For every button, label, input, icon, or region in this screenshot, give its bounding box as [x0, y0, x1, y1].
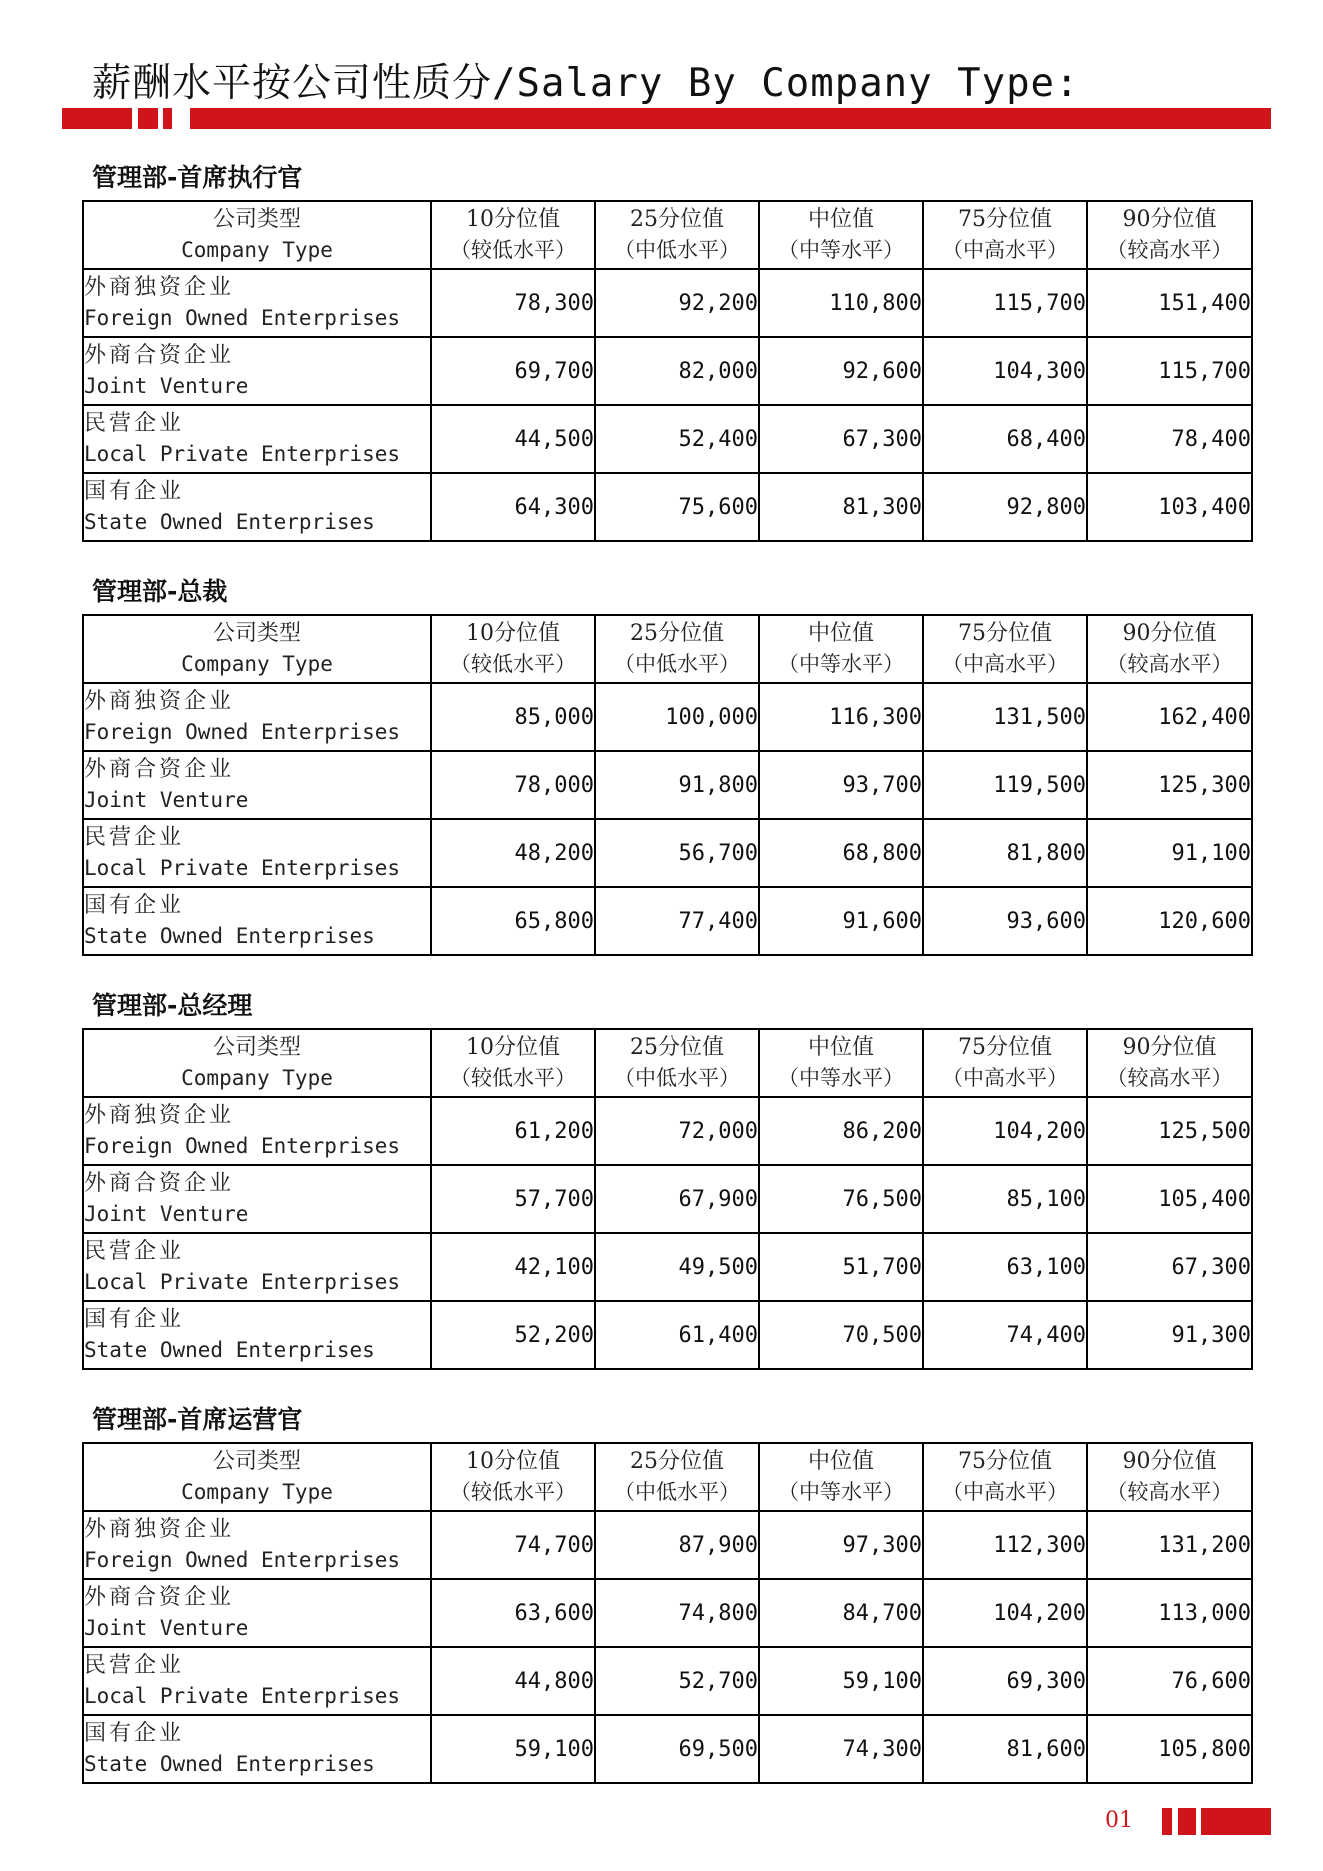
company-type-zh: 外商合资企业: [84, 343, 235, 368]
salary-section: [82, 1398, 1251, 1784]
company-type-cell: [83, 819, 431, 887]
column-header: [595, 1029, 759, 1097]
footer-accent-bar-1: [1162, 1808, 1172, 1835]
salary-value-cell: 44,800: [431, 1647, 595, 1715]
column-header-zh: 90分位值: [1122, 1449, 1217, 1474]
column-header: [83, 1029, 431, 1097]
company-type-cell: [83, 1233, 431, 1301]
column-header-en: Company Type: [181, 1480, 333, 1504]
salary-value-cell: 104,200: [923, 1579, 1087, 1647]
salary-value-cell: 82,000: [595, 337, 759, 405]
column-header-en: （较高水平）: [1106, 1066, 1233, 1090]
section-title: 管理部-总裁: [92, 577, 228, 606]
salary-section: [82, 984, 1251, 1370]
company-type-cell: [83, 751, 431, 819]
table-row: [83, 269, 1252, 337]
column-header-zh: 25分位值: [630, 621, 724, 646]
column-header: [759, 615, 923, 683]
salary-table: [82, 614, 1253, 956]
salary-value-cell: 81,800: [923, 819, 1087, 887]
header-row: [83, 1443, 1252, 1511]
salary-value-cell: 48,200: [431, 819, 595, 887]
salary-value-cell: 42,100: [431, 1233, 595, 1301]
salary-value-cell: 77,400: [595, 887, 759, 955]
column-header-en: （中高水平）: [942, 238, 1068, 262]
salary-value-cell: 68,800: [759, 819, 923, 887]
salary-value-cell: 87,900: [595, 1511, 759, 1579]
column-header-zh: 75分位值: [958, 621, 1052, 646]
title-accent-bar-4: [190, 108, 1271, 129]
column-header: [759, 1029, 923, 1097]
salary-value-cell: 72,000: [595, 1097, 759, 1165]
column-header: [1087, 615, 1252, 683]
salary-value-cell: 78,400: [1087, 405, 1252, 473]
column-header-zh: 中位值: [807, 1035, 874, 1060]
table-row: [83, 819, 1252, 887]
salary-value-cell: 49,500: [595, 1233, 759, 1301]
column-header: [431, 1029, 595, 1097]
column-header-en: Company Type: [181, 238, 333, 262]
column-header: [595, 201, 759, 269]
salary-value-cell: 76,500: [759, 1165, 923, 1233]
column-header-zh: 公司类型: [212, 1449, 301, 1474]
salary-value-cell: 119,500: [923, 751, 1087, 819]
salary-value-cell: 64,300: [431, 473, 595, 541]
company-type-en: State Owned Enterprises: [84, 924, 375, 948]
company-type-zh: 外商独资企业: [84, 275, 235, 300]
column-header: [759, 1443, 923, 1511]
column-header-en: （较高水平）: [1106, 1480, 1233, 1504]
column-header-zh: 90分位值: [1122, 621, 1217, 646]
section-title: 管理部-首席执行官: [92, 163, 303, 192]
table-row: [83, 1301, 1252, 1369]
column-header-en: （较低水平）: [450, 1066, 576, 1090]
column-header-en: （中高水平）: [942, 652, 1068, 676]
salary-value-cell: 92,200: [595, 269, 759, 337]
column-header: [431, 1443, 595, 1511]
company-type-en: Joint Venture: [84, 374, 249, 398]
column-header: [595, 615, 759, 683]
salary-value-cell: 125,300: [1087, 751, 1252, 819]
page-number: 01: [1105, 1808, 1133, 1833]
salary-value-cell: 115,700: [923, 269, 1087, 337]
salary-value-cell: 113,000: [1087, 1579, 1252, 1647]
company-type-en: Local Private Enterprises: [84, 442, 401, 466]
footer-accent-bar-2: [1178, 1808, 1196, 1835]
salary-section: [82, 570, 1251, 956]
company-type-cell: [83, 473, 431, 541]
column-header: [923, 1029, 1087, 1097]
salary-value-cell: 105,400: [1087, 1165, 1252, 1233]
company-type-cell: [83, 405, 431, 473]
company-type-cell: [83, 1165, 431, 1233]
company-type-cell: [83, 887, 431, 955]
salary-value-cell: 93,600: [923, 887, 1087, 955]
table-row: [83, 887, 1252, 955]
salary-value-cell: 97,300: [759, 1511, 923, 1579]
column-header: [83, 201, 431, 269]
salary-value-cell: 116,300: [759, 683, 923, 751]
salary-value-cell: 84,700: [759, 1579, 923, 1647]
company-type-zh: 外商合资企业: [84, 1171, 235, 1196]
column-header-en: （中低水平）: [614, 652, 740, 676]
column-header-zh: 25分位值: [630, 1449, 724, 1474]
company-type-cell: [83, 1301, 431, 1369]
table-row: [83, 337, 1252, 405]
salary-value-cell: 131,200: [1087, 1511, 1252, 1579]
company-type-cell: [83, 1579, 431, 1647]
salary-value-cell: 92,600: [759, 337, 923, 405]
salary-value-cell: 52,700: [595, 1647, 759, 1715]
column-header: [83, 1443, 431, 1511]
column-header-zh: 10分位值: [466, 1449, 560, 1474]
column-header-zh: 90分位值: [1122, 1035, 1217, 1060]
salary-value-cell: 68,400: [923, 405, 1087, 473]
column-header: [83, 615, 431, 683]
salary-value-cell: 110,800: [759, 269, 923, 337]
column-header: [923, 201, 1087, 269]
salary-value-cell: 91,300: [1087, 1301, 1252, 1369]
table-row: [83, 1165, 1252, 1233]
column-header-zh: 25分位值: [630, 1035, 724, 1060]
salary-value-cell: 115,700: [1087, 337, 1252, 405]
company-type-en: Joint Venture: [84, 1202, 249, 1226]
company-type-zh: 民营企业: [84, 1239, 185, 1264]
company-type-en: Joint Venture: [84, 788, 249, 812]
column-header-en: （中等水平）: [778, 1480, 904, 1504]
salary-value-cell: 85,000: [431, 683, 595, 751]
table-row: [83, 473, 1252, 541]
salary-value-cell: 104,300: [923, 337, 1087, 405]
salary-value-cell: 92,800: [923, 473, 1087, 541]
salary-table: [82, 200, 1253, 542]
company-type-en: State Owned Enterprises: [84, 510, 375, 534]
salary-value-cell: 91,800: [595, 751, 759, 819]
salary-value-cell: 70,500: [759, 1301, 923, 1369]
column-header-zh: 75分位值: [958, 1035, 1052, 1060]
column-header: [1087, 1443, 1252, 1511]
table-row: [83, 1579, 1252, 1647]
company-type-zh: 外商合资企业: [84, 1585, 235, 1610]
company-type-en: Foreign Owned Enterprises: [84, 1134, 401, 1158]
salary-value-cell: 63,600: [431, 1579, 595, 1647]
salary-value-cell: 85,100: [923, 1165, 1087, 1233]
column-header-zh: 75分位值: [958, 1449, 1052, 1474]
salary-value-cell: 125,500: [1087, 1097, 1252, 1165]
salary-value-cell: 67,900: [595, 1165, 759, 1233]
title-accent-bar-2: [138, 108, 158, 129]
company-type-cell: [83, 337, 431, 405]
salary-value-cell: 44,500: [431, 405, 595, 473]
column-header-en: （中低水平）: [614, 238, 740, 262]
company-type-en: Joint Venture: [84, 1616, 249, 1640]
salary-value-cell: 59,100: [431, 1715, 595, 1783]
company-type-zh: 国有企业: [84, 893, 185, 918]
salary-value-cell: 91,600: [759, 887, 923, 955]
company-type-cell: [83, 1647, 431, 1715]
column-header: [923, 1443, 1087, 1511]
company-type-en: Foreign Owned Enterprises: [84, 306, 401, 330]
salary-value-cell: 61,200: [431, 1097, 595, 1165]
company-type-zh: 国有企业: [84, 1721, 185, 1746]
column-header-zh: 10分位值: [466, 1035, 560, 1060]
salary-value-cell: 67,300: [1087, 1233, 1252, 1301]
salary-value-cell: 74,800: [595, 1579, 759, 1647]
footer-accent-bar-3: [1201, 1808, 1271, 1835]
title-accent-bar-1: [62, 108, 132, 129]
company-type-en: State Owned Enterprises: [84, 1338, 375, 1362]
column-header-en: （较低水平）: [450, 652, 576, 676]
salary-value-cell: 93,700: [759, 751, 923, 819]
column-header-zh: 中位值: [807, 621, 874, 646]
column-header-en: （中高水平）: [942, 1066, 1068, 1090]
salary-value-cell: 120,600: [1087, 887, 1252, 955]
column-header-zh: 中位值: [807, 207, 874, 232]
salary-value-cell: 63,100: [923, 1233, 1087, 1301]
salary-section: [82, 156, 1251, 542]
table-row: [83, 1233, 1252, 1301]
company-type-zh: 外商独资企业: [84, 689, 235, 714]
salary-value-cell: 105,800: [1087, 1715, 1252, 1783]
company-type-en: Local Private Enterprises: [84, 1270, 401, 1294]
column-header-en: （中低水平）: [614, 1066, 740, 1090]
salary-value-cell: 162,400: [1087, 683, 1252, 751]
salary-table: [82, 1028, 1253, 1370]
salary-value-cell: 76,600: [1087, 1647, 1252, 1715]
salary-value-cell: 56,700: [595, 819, 759, 887]
column-header-zh: 公司类型: [212, 1035, 301, 1060]
salary-value-cell: 151,400: [1087, 269, 1252, 337]
company-type-zh: 民营企业: [84, 1653, 185, 1678]
column-header: [1087, 1029, 1252, 1097]
header-row: [83, 201, 1252, 269]
column-header-en: （中高水平）: [942, 1480, 1068, 1504]
header-row: [83, 615, 1252, 683]
column-header-zh: 25分位值: [630, 207, 724, 232]
salary-value-cell: 74,400: [923, 1301, 1087, 1369]
company-type-en: Foreign Owned Enterprises: [84, 1548, 401, 1572]
company-type-en: State Owned Enterprises: [84, 1752, 375, 1776]
column-header-en: （中等水平）: [778, 652, 904, 676]
table-row: [83, 1097, 1252, 1165]
company-type-en: Local Private Enterprises: [84, 1684, 401, 1708]
salary-value-cell: 103,400: [1087, 473, 1252, 541]
column-header: [431, 201, 595, 269]
salary-value-cell: 100,000: [595, 683, 759, 751]
section-title: 管理部-总经理: [92, 991, 253, 1020]
company-type-en: Local Private Enterprises: [84, 856, 401, 880]
salary-value-cell: 104,200: [923, 1097, 1087, 1165]
column-header: [595, 1443, 759, 1511]
company-type-zh: 外商合资企业: [84, 757, 235, 782]
table-row: [83, 1715, 1252, 1783]
salary-value-cell: 74,700: [431, 1511, 595, 1579]
table-row: [83, 751, 1252, 819]
column-header-zh: 10分位值: [466, 207, 560, 232]
table-row: [83, 683, 1252, 751]
company-type-cell: [83, 1715, 431, 1783]
salary-value-cell: 67,300: [759, 405, 923, 473]
company-type-zh: 外商独资企业: [84, 1103, 235, 1128]
salary-value-cell: 69,300: [923, 1647, 1087, 1715]
company-type-zh: 民营企业: [84, 825, 185, 850]
salary-value-cell: 59,100: [759, 1647, 923, 1715]
section-title: 管理部-首席运营官: [92, 1405, 303, 1434]
column-header: [431, 615, 595, 683]
column-header: [759, 201, 923, 269]
salary-value-cell: 51,700: [759, 1233, 923, 1301]
page-title: 薪酬水平按公司性质分/Salary By Company Type:: [92, 61, 1080, 106]
column-header-zh: 75分位值: [958, 207, 1052, 232]
column-header: [923, 615, 1087, 683]
column-header-zh: 公司类型: [212, 621, 301, 646]
column-header-en: （较低水平）: [450, 1480, 576, 1504]
column-header-en: Company Type: [181, 652, 333, 676]
salary-value-cell: 52,400: [595, 405, 759, 473]
company-type-zh: 民营企业: [84, 411, 185, 436]
salary-value-cell: 78,300: [431, 269, 595, 337]
salary-value-cell: 91,100: [1087, 819, 1252, 887]
company-type-zh: 国有企业: [84, 479, 185, 504]
salary-value-cell: 112,300: [923, 1511, 1087, 1579]
table-row: [83, 405, 1252, 473]
title-accent-bar-3: [163, 108, 172, 129]
salary-value-cell: 81,600: [923, 1715, 1087, 1783]
salary-value-cell: 57,700: [431, 1165, 595, 1233]
salary-table: [82, 1442, 1253, 1784]
salary-value-cell: 52,200: [431, 1301, 595, 1369]
salary-value-cell: 65,800: [431, 887, 595, 955]
company-type-zh: 外商独资企业: [84, 1517, 235, 1542]
salary-value-cell: 81,300: [759, 473, 923, 541]
company-type-cell: [83, 683, 431, 751]
company-type-zh: 国有企业: [84, 1307, 185, 1332]
salary-value-cell: 69,700: [431, 337, 595, 405]
column-header: [1087, 201, 1252, 269]
header-row: [83, 1029, 1252, 1097]
column-header-en: （中低水平）: [614, 1480, 740, 1504]
column-header-zh: 公司类型: [212, 207, 301, 232]
column-header-zh: 90分位值: [1122, 207, 1217, 232]
column-header-en: （较高水平）: [1106, 652, 1233, 676]
company-type-cell: [83, 1097, 431, 1165]
salary-value-cell: 86,200: [759, 1097, 923, 1165]
company-type-cell: [83, 269, 431, 337]
column-header-en: （较高水平）: [1106, 238, 1233, 262]
table-row: [83, 1511, 1252, 1579]
salary-value-cell: 75,600: [595, 473, 759, 541]
column-header-en: Company Type: [181, 1066, 333, 1090]
salary-value-cell: 131,500: [923, 683, 1087, 751]
column-header-en: （中等水平）: [778, 1066, 904, 1090]
column-header-en: （较低水平）: [450, 238, 576, 262]
column-header-zh: 10分位值: [466, 621, 560, 646]
salary-value-cell: 78,000: [431, 751, 595, 819]
column-header-en: （中等水平）: [778, 238, 904, 262]
table-row: [83, 1647, 1252, 1715]
company-type-en: Foreign Owned Enterprises: [84, 720, 401, 744]
company-type-cell: [83, 1511, 431, 1579]
salary-value-cell: 74,300: [759, 1715, 923, 1783]
column-header-zh: 中位值: [807, 1449, 874, 1474]
salary-value-cell: 69,500: [595, 1715, 759, 1783]
salary-value-cell: 61,400: [595, 1301, 759, 1369]
